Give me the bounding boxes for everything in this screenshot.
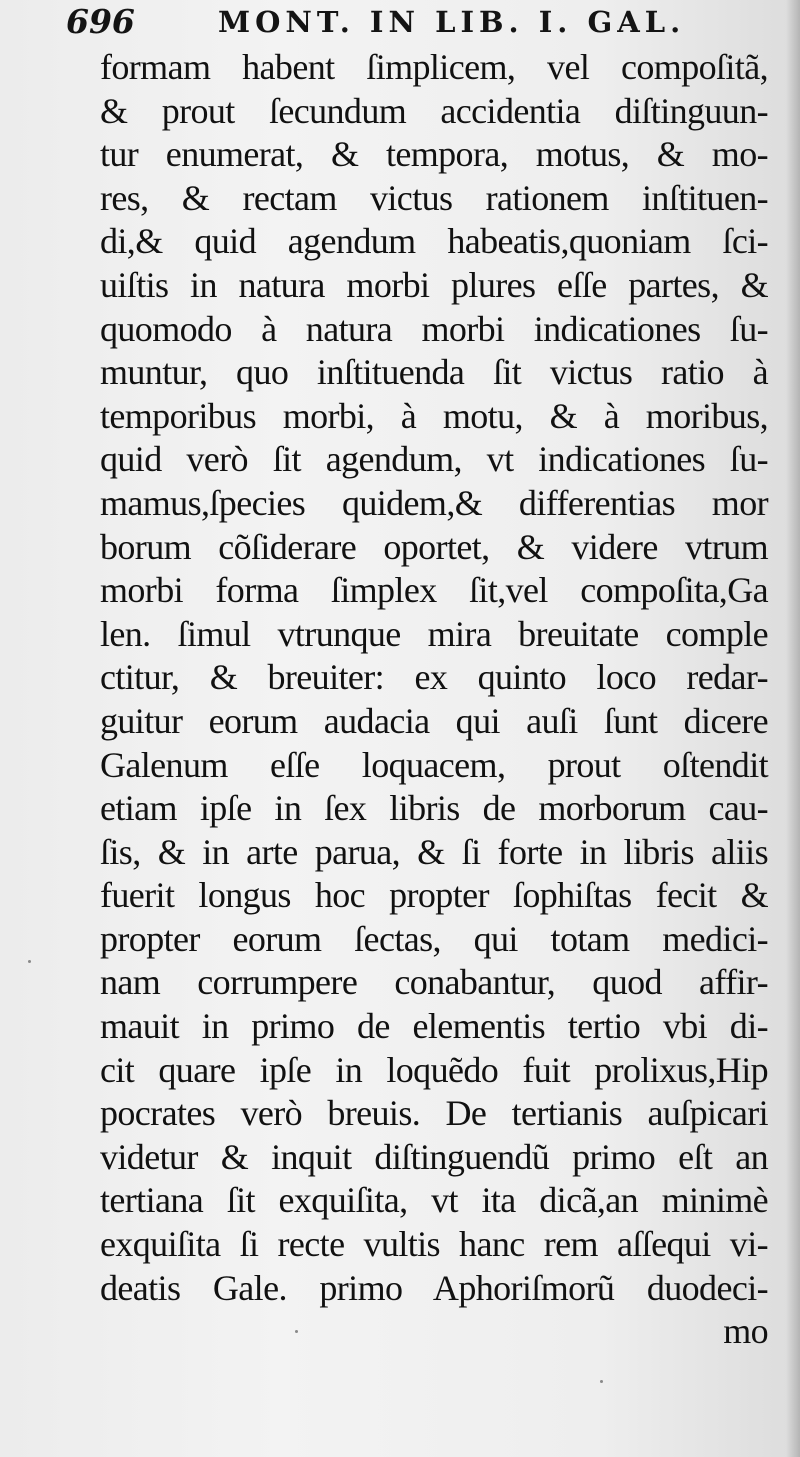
text-line: etiam ipſe in ſex libris de morborum cau- [100,788,768,829]
text-line: len. ſimul vtrunque mira breuitate comple [100,613,768,654]
text-line: Galenum eſſe loquacem, prout oſtendit [100,744,768,785]
text-line: mamus,ſpecies quidem,& differentias mor [100,482,768,523]
text-line: deatis Gale. primo Aphoriſmorũ duodeci- [100,1267,768,1308]
text-line: tertiana ſit exquiſita, vt ita dicã,an minimè [100,1180,768,1221]
page-edge-shadow [786,0,800,1457]
paper-speck [28,960,31,963]
page-number: 696 [66,2,135,41]
text-line: quomodo à natura morbi indicationes ſu- [100,308,768,349]
text-line: quid verò ſit agendum, vt indicationes ſu- [100,439,768,480]
text-line: nam corrumpere conabantur, quod affir- [100,962,768,1003]
text-body [100,46,768,1354]
text-line: di,& quid agendum habeatis,quoniam ſci- [100,221,768,262]
text-line: res, & rectam victus rationem inſtituen- [100,177,768,218]
text-line: temporibus morbi, à motu, & à moribus, [100,395,768,436]
paper-speck [295,1330,298,1333]
page-header [66,2,766,42]
text-line: morbi forma ſimplex ſit,vel compoſita,Ga [100,570,768,611]
text-line: pocrates verò breuis. De tertianis auſpicari [100,1093,768,1134]
catchword: mo [723,1311,768,1352]
text-line: muntur, quo inſtituenda ſit victus ratio à [100,352,768,393]
text-line: exquiſita ſi recte vultis hanc rem aſſequi vi- [100,1224,768,1265]
text-line: guitur eorum audacia qui auſi ſunt dicere [100,700,768,741]
text-line: videtur & inquit diſtinguendũ primo eſt an [100,1136,768,1177]
text-line: uiſtis in natura morbi plures eſſe partes, & [100,264,768,305]
text-line: ſis, & in arte parua, & ſi forte in libris aliis [100,831,768,872]
running-head: MONT. IN LIB. I. GAL. [218,5,686,39]
text-line: borum cõſiderare oportet, & videre vtrum [100,526,768,567]
text-line: cit quare ipſe in loquẽdo fuit prolixus,Hip [100,1049,768,1090]
text-line: propter eorum ſectas, qui totam medici- [100,918,768,959]
text-line: tur enumerat, & tempora, motus, & mo- [100,134,768,175]
paper-speck [600,1380,603,1383]
text-line: fuerit longus hoc propter ſophiſtas fecit & [100,875,768,916]
text-line: & prout ſecundum accidentia diſtinguun- [100,90,768,131]
text-line: mauit in primo de elementis tertio vbi di- [100,1006,768,1047]
text-line: ctitur, & breuiter: ex quinto loco redar- [100,657,768,698]
text-line: formam habent ſimplicem, vel compoſitã, [100,47,768,87]
